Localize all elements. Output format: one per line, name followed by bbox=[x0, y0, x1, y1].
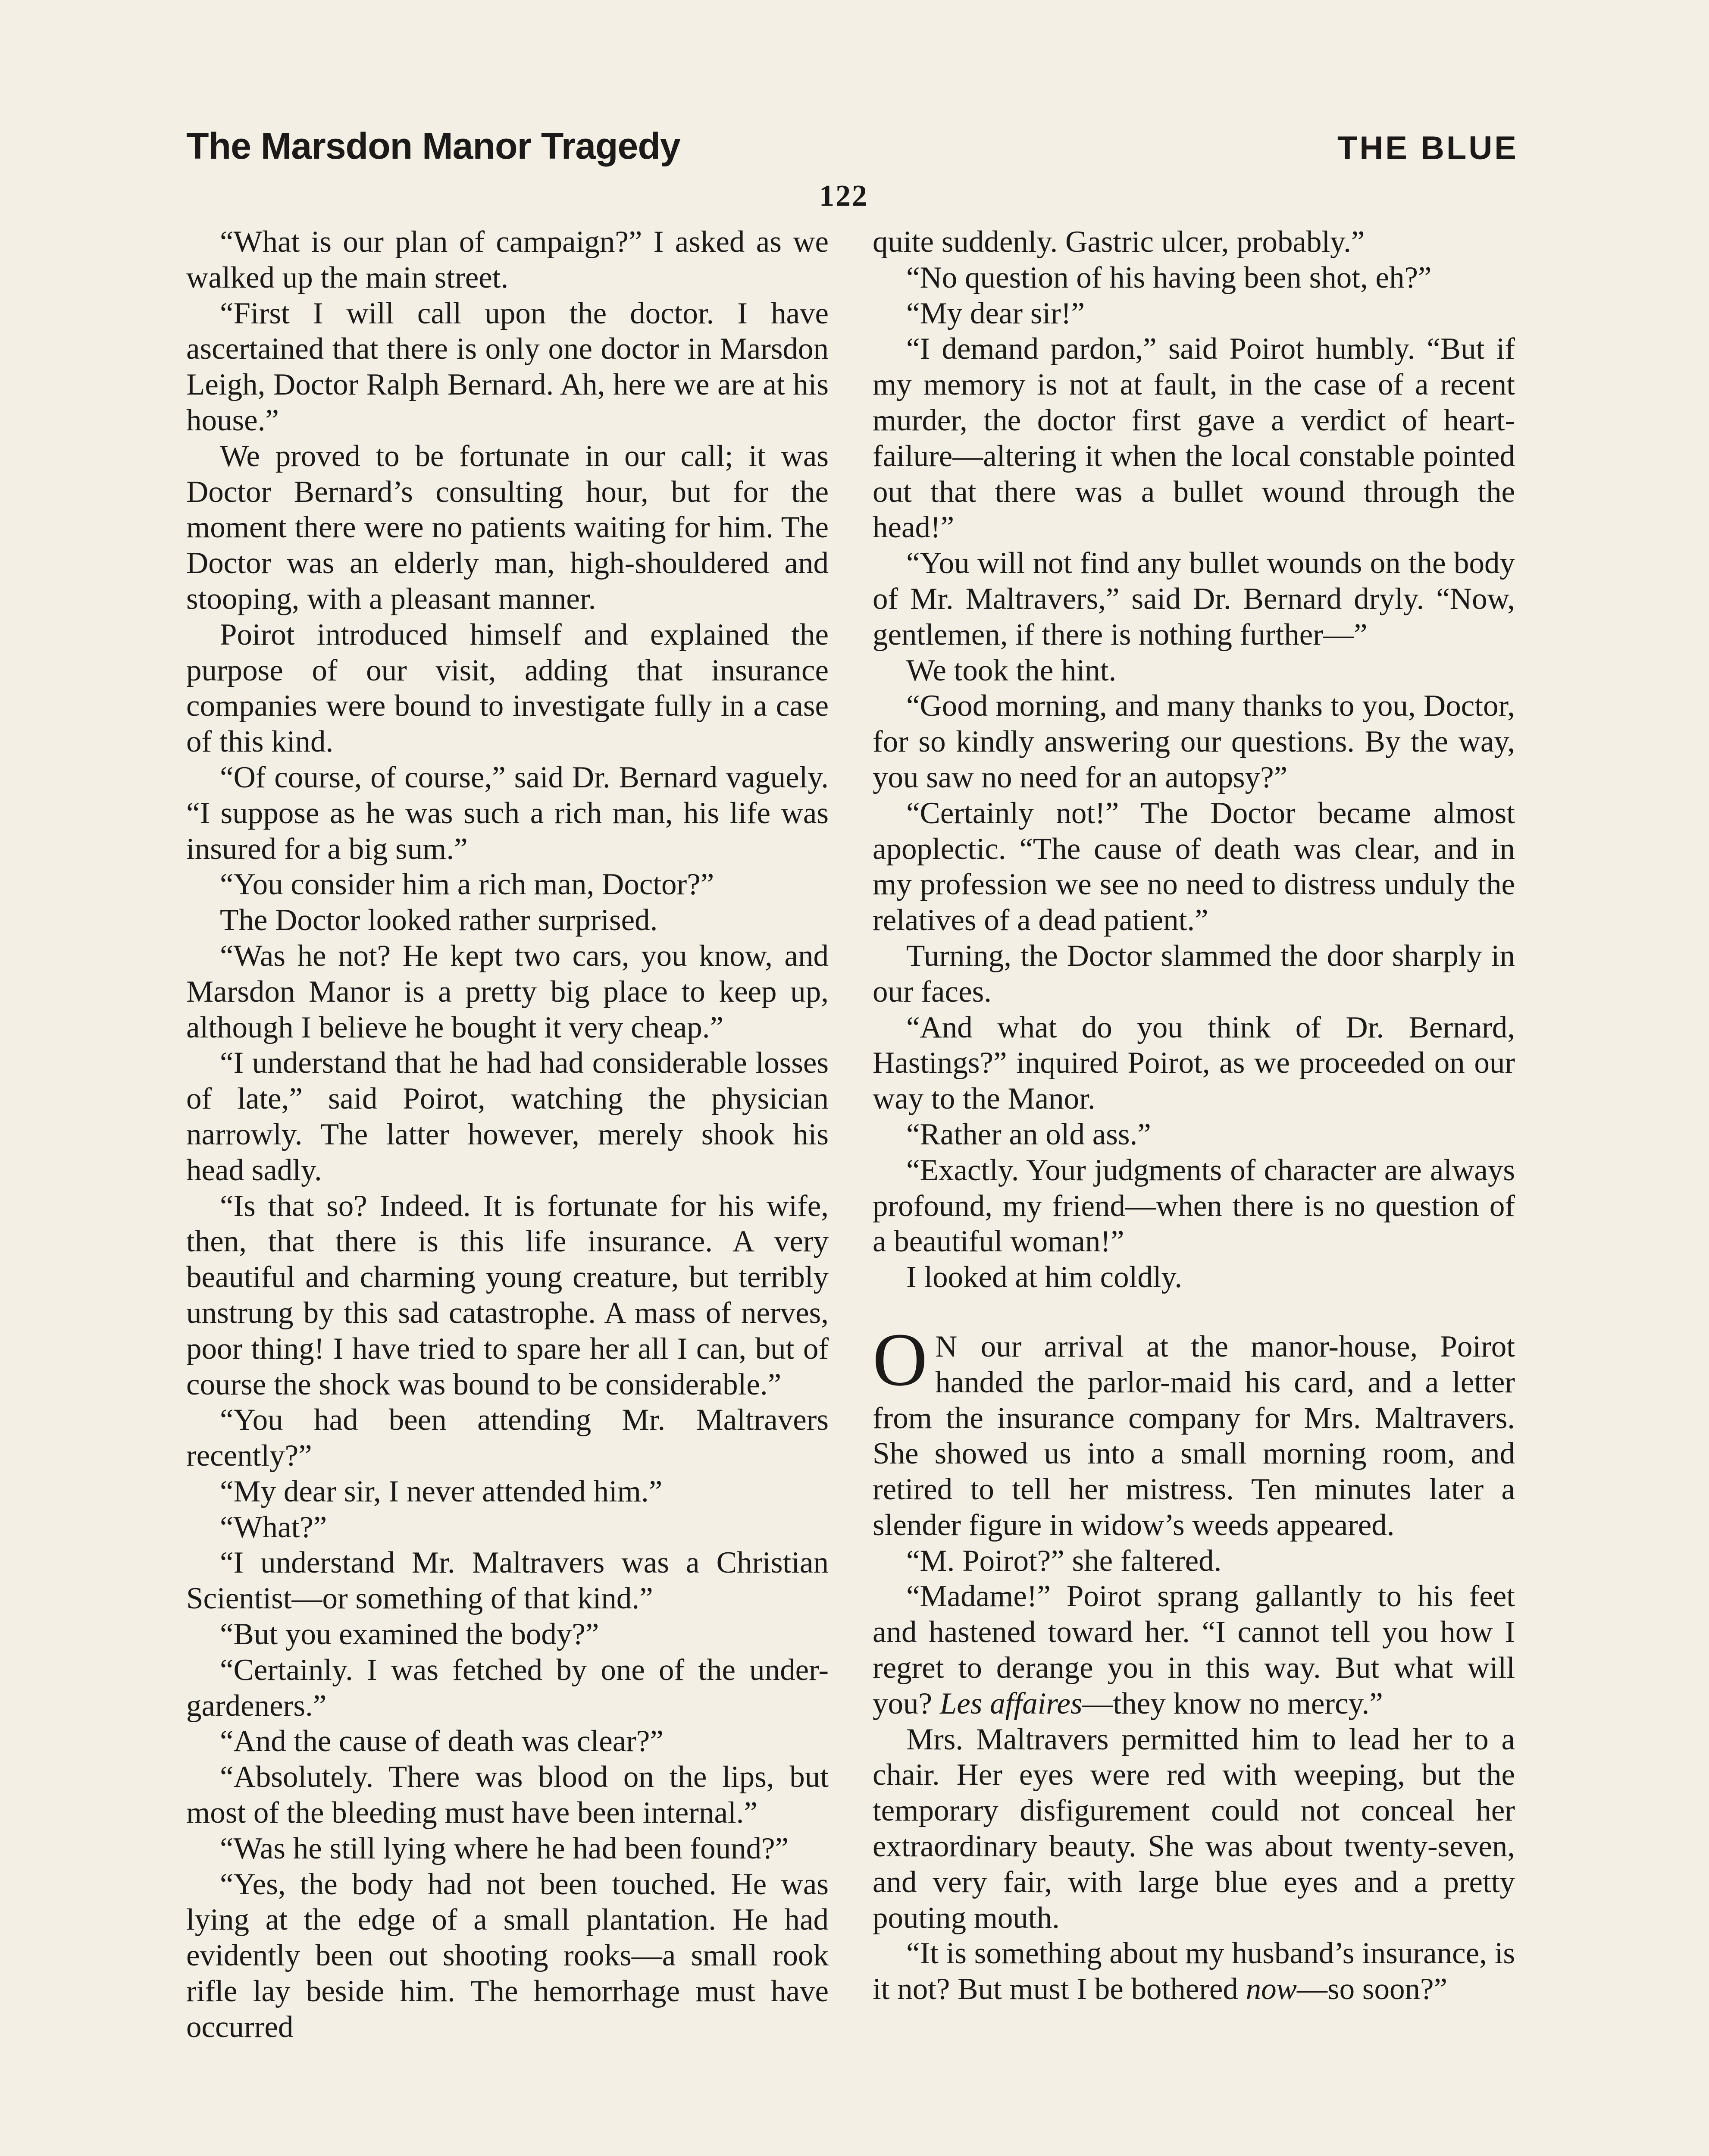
paragraph: “Absolutely. There was blood on the lips, but most of the bleeding must have been internal.” bbox=[186, 1760, 829, 1830]
paragraph: I looked at him coldly. bbox=[906, 1260, 1183, 1294]
paragraph: “Was he not? He kept two cars, you know, and Marsdon Manor is a pretty big place to keep up, although I believe he bought it very cheap.” bbox=[186, 939, 829, 1044]
right-column bbox=[873, 224, 1515, 2007]
paragraph: “Good morning, and many thanks to you, Doctor, for so kindly answering our questions. By the way, you saw no need for an autopsy?” bbox=[873, 689, 1515, 794]
paragraph-group bbox=[873, 1722, 1515, 1936]
paragraph-group bbox=[873, 260, 1515, 1295]
paragraph: The Doctor looked rather surprised. bbox=[220, 903, 658, 937]
drop-cap-text: our arrival at the manor-house, Poirot handed the parlor-maid his card, and a letter from the insurance company for Mrs. Maltravers. She showed us into a small morning room, and retired to tell her mistress. Ten minutes later a slender figure in widow’s weeds appeared. bbox=[873, 1329, 1515, 1542]
paragraph: “Of course, of course,” said Dr. Bernard vaguely. “I suppose as he was such a rich man, his life was insured for a big sum.” bbox=[186, 760, 829, 866]
continuation-paragraph: quite suddenly. Gastric ulcer, probably.” bbox=[873, 225, 1365, 259]
story-title: The Marsdon Manor Tragedy bbox=[186, 125, 680, 167]
italic-phrase: Les affaires bbox=[939, 1686, 1083, 1720]
paragraph: “No question of his having been shot, eh?” bbox=[906, 260, 1432, 295]
paragraph: “First I will call upon the doctor. I have ascertained that there is only one doctor in Marsdon Leigh, Doctor Ralph Bernard. Ah, here we are at his house.” bbox=[186, 296, 829, 437]
page-number: 122 bbox=[819, 179, 868, 213]
paragraph: “M. Poirot?” she faltered. bbox=[906, 1544, 1222, 1578]
paragraph: Turning, the Doctor slammed the door sharply in our faces. bbox=[873, 939, 1515, 1009]
paragraph-text: —they know no mercy.” bbox=[1082, 1686, 1383, 1720]
paragraph: “You consider him a rich man, Doctor?” bbox=[220, 868, 714, 902]
paragraph: “Is that so? Indeed. It is fortunate for his wife, then, that there is this life insurance. A very beautiful and charming young creature, but terribly unstrung by this sad catastrophe. A mass of nerves, poor thing! I have tried to spare her all I can, but of course the shock was bound to be considerable.” bbox=[186, 1189, 829, 1401]
paragraph: “I understand that he had had considerable losses of late,” said Poirot, watching the physician narrowly. The latter however, merely shook his head sadly. bbox=[186, 1046, 829, 1187]
drop-cap-paragraph bbox=[873, 1317, 1515, 1543]
italic-phrase: now bbox=[1246, 1972, 1297, 2006]
paragraph: Poirot introduced himself and explained the purpose of our visit, adding that insurance companies were bound to investigate fully in a case of this kind. bbox=[186, 617, 829, 759]
paragraph: “My dear sir, I never attended him.” bbox=[220, 1474, 663, 1508]
paragraph: We took the hint. bbox=[906, 653, 1117, 687]
paragraph-text: “Madame!” Poirot sprang gallantly to his feet and hastened toward her. “I cannot tell you how I regret to derange you in this way. But what will you? bbox=[873, 1579, 1515, 1720]
paragraph: “Certainly. I was fetched by one of the under-gardeners.” bbox=[186, 1653, 829, 1723]
paragraph-text: “It is something about my husband’s insurance, is it not? But must I be bothered bbox=[873, 1937, 1515, 2006]
drop-cap-letter: O bbox=[873, 1317, 928, 1402]
drop-cap-lead: N bbox=[935, 1329, 958, 1363]
paragraph: “My dear sir!” bbox=[906, 296, 1085, 330]
last-paragraph bbox=[873, 1936, 1515, 2007]
paragraph: “You had been attending Mr. Maltravers recently?” bbox=[186, 1403, 829, 1473]
left-column bbox=[186, 224, 829, 2045]
paragraph: We proved to be fortunate in our call; it was Doctor Bernard’s consulting hour, but for the moment there were no patients waiting for him. The Doctor was an elderly man, high-shouldered and stooping, with a pleasant manner. bbox=[186, 439, 829, 616]
paragraph: “Was he still lying where he had been found?” bbox=[220, 1831, 789, 1865]
paragraph: “Exactly. Your judgments of character are always profound, my friend—when there is no question of a beautiful woman!” bbox=[873, 1153, 1515, 1259]
paragraph: “I demand pardon,” said Poirot humbly. “But if my memory is not at fault, in the case of a recent murder, the doctor first gave a verdict of heart-failure—altering it when the local constable pointed out that there was a bullet wound through the head!” bbox=[873, 332, 1515, 545]
paragraph-group bbox=[873, 1543, 1515, 1579]
paragraph: “Certainly not!” The Doctor became almost apoplectic. “The cause of death was clear, and in my profession we see no need to distress unduly the relatives of a dead patient.” bbox=[873, 796, 1515, 937]
paragraph: “What is our plan of campaign?” I asked as we walked up the main street. bbox=[186, 225, 829, 295]
paragraph: “And the cause of death was clear?” bbox=[220, 1724, 664, 1758]
paragraph: “And what do you think of Dr. Bernard, Hastings?” inquired Poirot, as we proceeded on our way to the Manor. bbox=[873, 1010, 1515, 1116]
paragraph: “I understand Mr. Maltravers was a Christian Scientist—or something of that kind.” bbox=[186, 1546, 829, 1616]
magazine-name: THE BLUE bbox=[1337, 130, 1518, 166]
paragraph: “Yes, the body had not been touched. He was lying at the edge of a small plantation. He had evidently been out shooting rooks—a small rook rifle lay beside him. The hemorrhage must have occurred bbox=[186, 1867, 829, 2044]
paragraph-text: —so soon?” bbox=[1297, 1972, 1448, 2006]
paragraph: Mrs. Maltravers permitted him to lead her to a chair. Her eyes were red with weeping, but the temporary disfigurement could not conceal her extraordinary beauty. She was about twenty-seven, and very fair, with large blue eyes and a pretty pouting mouth. bbox=[873, 1722, 1515, 1935]
paragraph: “But you examined the body?” bbox=[220, 1617, 599, 1651]
madame-paragraph bbox=[873, 1579, 1515, 1721]
paragraph: “Rather an old ass.” bbox=[906, 1117, 1151, 1151]
paragraph: “What?” bbox=[220, 1510, 327, 1544]
paragraph: “You will not find any bullet wounds on the body of Mr. Maltravers,” said Dr. Bernard dryly. “Now, gentlemen, if there is nothing further—” bbox=[873, 546, 1515, 652]
